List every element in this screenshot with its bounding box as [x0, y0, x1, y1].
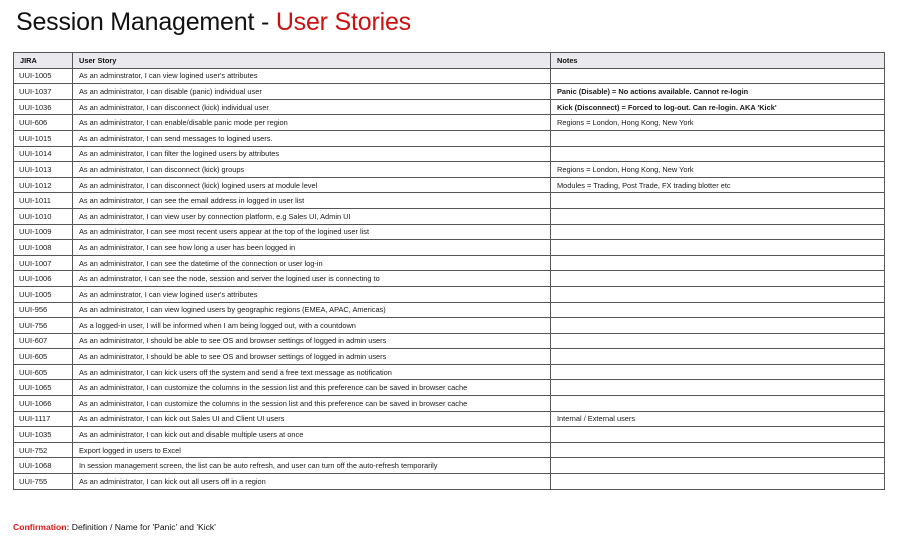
jira-id-cell: UUI-1068 — [14, 458, 73, 474]
table-row — [14, 333, 885, 349]
jira-id-cell: UUI-1005 — [14, 68, 73, 84]
user-story-cell: As a logged-in user, I will be informed when I am being logged out, with a countdown — [73, 318, 551, 334]
jira-id-cell: UUI-1010 — [14, 208, 73, 224]
jira-id-cell: UUI-1009 — [14, 224, 73, 240]
notes-cell — [551, 146, 885, 162]
table-row — [14, 208, 885, 224]
user-story-cell: As an administrator, I can view user by connection platform, e.g Sales UI, Admin UI — [73, 208, 551, 224]
table-row — [14, 318, 885, 334]
user-story-cell: As an administrator, I can disconnect (kick) logined users at module level — [73, 177, 551, 193]
user-story-cell: As an administrator, I should be able to see OS and browser settings of logged in admin users — [73, 349, 551, 365]
table-row — [14, 380, 885, 396]
notes-cell — [551, 130, 885, 146]
notes-cell — [551, 271, 885, 287]
column-header-user-story: User Story — [73, 53, 551, 69]
table-row — [14, 458, 885, 474]
user-story-cell: As an administrator, I can customize the columns in the session list and this preference can be saved in browser cache — [73, 396, 551, 412]
jira-id-cell: UUI-1015 — [14, 130, 73, 146]
notes-cell — [551, 193, 885, 209]
jira-id-cell: UUI-1008 — [14, 240, 73, 256]
table-row — [14, 84, 885, 100]
jira-id-cell: UUI-1005 — [14, 286, 73, 302]
user-story-cell: As an administrator, I can kick users off the system and send a free text message as notification — [73, 364, 551, 380]
table-row — [14, 286, 885, 302]
user-story-cell: As an administrator, I can see the email address in logged in user list — [73, 193, 551, 209]
user-story-cell: As an administrator, I can kick out and disable multiple users at once — [73, 427, 551, 443]
jira-id-cell: UUI-1013 — [14, 162, 73, 178]
notes-cell: Panic (Disable) = No actions available. Cannot re-login — [551, 84, 885, 100]
notes-cell — [551, 208, 885, 224]
confirmation-note — [13, 522, 216, 532]
table-header-row — [14, 53, 885, 69]
jira-id-cell: UUI-1014 — [14, 146, 73, 162]
notes-cell — [551, 240, 885, 256]
user-story-cell: As an administrator, I can send messages to logined users. — [73, 130, 551, 146]
table-row — [14, 115, 885, 131]
jira-id-cell: UUI-1037 — [14, 84, 73, 100]
user-story-cell: As an administrator, I can enable/disable panic mode per region — [73, 115, 551, 131]
notes-cell: Modules = Trading, Post Trade, FX trading blotter etc — [551, 177, 885, 193]
jira-id-cell: UUI-1036 — [14, 99, 73, 115]
user-story-cell: As an administrator, I can see how long a user has been logged in — [73, 240, 551, 256]
column-header-notes: Notes — [551, 53, 885, 69]
jira-id-cell: UUI-605 — [14, 364, 73, 380]
notes-cell — [551, 364, 885, 380]
user-story-cell: As an administrator, I can disconnect (kick) individual user — [73, 99, 551, 115]
user-story-cell: As an administrator, I can customize the columns in the session list and this preference can be saved in browser cache — [73, 380, 551, 396]
notes-cell: Regions = London, Hong Kong, New York — [551, 162, 885, 178]
jira-id-cell: UUI-1117 — [14, 411, 73, 427]
table-row — [14, 364, 885, 380]
table-row — [14, 146, 885, 162]
jira-id-cell: UUI-755 — [14, 474, 73, 490]
user-story-cell: As an administrator, I can see most recent users appear at the top of the logined user list — [73, 224, 551, 240]
notes-cell — [551, 302, 885, 318]
user-stories-table — [13, 52, 885, 490]
table-row — [14, 271, 885, 287]
user-story-cell: As an administrator, I can kick out Sales UI and Client UI users — [73, 411, 551, 427]
page-title-accent: User Stories — [275, 8, 411, 36]
notes-cell: Internal / External users — [551, 411, 885, 427]
table-row — [14, 130, 885, 146]
user-story-cell: As an administrator, I can view logined users by geographic regions (EMEA, APAC, Americas) — [73, 302, 551, 318]
notes-cell — [551, 255, 885, 271]
jira-id-cell: UUI-605 — [14, 349, 73, 365]
table-row — [14, 224, 885, 240]
jira-id-cell: UUI-752 — [14, 442, 73, 458]
notes-cell — [551, 442, 885, 458]
column-header-jira: JIRA — [14, 53, 73, 69]
confirmation-text: Definition / Name for 'Panic' and 'Kick' — [69, 522, 216, 532]
notes-cell — [551, 349, 885, 365]
table-row — [14, 474, 885, 490]
notes-cell: Regions = London, Hong Kong, New York — [551, 115, 885, 131]
table-row — [14, 240, 885, 256]
user-story-cell: As an administrator, I can disconnect (kick) groups — [73, 162, 551, 178]
user-story-cell: Export logged in users to Excel — [73, 442, 551, 458]
table-row — [14, 442, 885, 458]
jira-id-cell: UUI-607 — [14, 333, 73, 349]
table-row — [14, 396, 885, 412]
user-story-cell: As an administrator, I can filter the logined users by attributes — [73, 146, 551, 162]
notes-cell — [551, 286, 885, 302]
table-row — [14, 177, 885, 193]
table-row — [14, 349, 885, 365]
table-row — [14, 162, 885, 178]
jira-id-cell: UUI-606 — [14, 115, 73, 131]
table-row — [14, 411, 885, 427]
user-story-cell: As an adminstrator, I can see the node, session and server the logined user is connecting to — [73, 271, 551, 287]
user-story-cell: As an administrator, I should be able to see OS and browser settings of logged in admin users — [73, 333, 551, 349]
notes-cell — [551, 458, 885, 474]
jira-id-cell: UUI-956 — [14, 302, 73, 318]
notes-cell — [551, 380, 885, 396]
user-story-cell: As an adminstrator, I can view logined user's attributes — [73, 286, 551, 302]
confirmation-label: Confirmation: — [13, 522, 70, 532]
table-row — [14, 193, 885, 209]
jira-id-cell: UUI-1066 — [14, 396, 73, 412]
jira-id-cell: UUI-756 — [14, 318, 73, 334]
table-row — [14, 427, 885, 443]
page-title-main: Session Management - — [16, 8, 276, 36]
table-row — [14, 99, 885, 115]
user-story-cell: In session management screen, the list can be auto refresh, and user can turn off the auto-refresh temporarily — [73, 458, 551, 474]
notes-cell — [551, 68, 885, 84]
notes-cell — [551, 318, 885, 334]
user-story-cell: As an adminstrator, I can view logined user's attributes — [73, 68, 551, 84]
user-story-cell: As an administrator, I can disable (panic) individual user — [73, 84, 551, 100]
notes-cell — [551, 396, 885, 412]
jira-id-cell: UUI-1012 — [14, 177, 73, 193]
notes-cell — [551, 474, 885, 490]
notes-cell — [551, 427, 885, 443]
page-title — [16, 8, 411, 37]
jira-id-cell: UUI-1065 — [14, 380, 73, 396]
jira-id-cell: UUI-1007 — [14, 255, 73, 271]
notes-cell — [551, 333, 885, 349]
jira-id-cell: UUI-1011 — [14, 193, 73, 209]
notes-cell — [551, 224, 885, 240]
jira-id-cell: UUI-1006 — [14, 271, 73, 287]
table-row — [14, 302, 885, 318]
user-story-cell: As an administrator, I can kick out all users off in a region — [73, 474, 551, 490]
table-row — [14, 68, 885, 84]
table-row — [14, 255, 885, 271]
notes-cell: Kick (Disconnect) = Forced to log-out. Can re-login. AKA 'Kick' — [551, 99, 885, 115]
user-story-cell: As an administrator, I can see the datetime of the connection or user log-in — [73, 255, 551, 271]
table-body — [14, 68, 885, 489]
jira-id-cell: UUI-1035 — [14, 427, 73, 443]
